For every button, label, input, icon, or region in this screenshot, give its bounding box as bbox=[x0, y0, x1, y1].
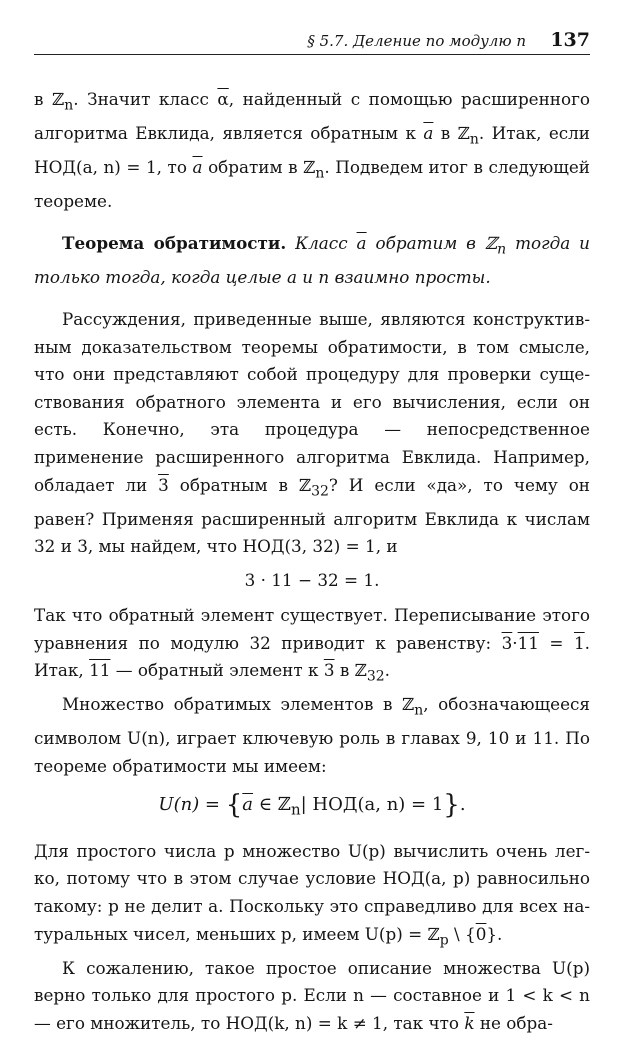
paragraph-4: Множество обратимых элементов в ℤ$_n$, обозначающееся символом U(n), играет ключевую роль в главах 9, 10 и 11. По теореме обратимости мы имеем: bbox=[34, 691, 590, 780]
equation-2: $U(n) = \{\overline{a}$ ∈ ℤ$_n$| НОД(a, n) = 1}. bbox=[34, 791, 590, 824]
paragraph-1: в ℤ$_n$. Значит класс $\overline{\alpha}$, найденный с помощью расширенного алгоритма Евклида, является обратным к $\overline{a}$ в ℤ$_n$. Итак, если НОД(a, n) = 1, то $\overline{a}$ обратим в ℤ$_n$. Подведем итог в следующей теореме. bbox=[34, 86, 590, 215]
paragraph-3: Так что обратный элемент существует. Переписывание этого уравнения по модулю 32 приводит к равенству: 3·11 = 1. Итак, 11 — обратный элемент к 3 в ℤ$_{32}$. bbox=[34, 602, 590, 691]
paragraph-2: Рассуждения, приведенные выше, являются конструктивным доказательством теоремы обратимости, в том смысле, что они представляют собой процедуру для проверки существования обратного элемента и его вычисления, если он есть. Конечно, эта процедура — непосредственное применение расширенного алгоритма Евклида. Например, обладает ли 3 обратным в ℤ$_{32}$? И если «да», то чему он равен? Применяя расширенный алгоритм Евклида к числам 32 и 3, мы найдем, что НОД(3, 32) = 1, и bbox=[34, 306, 590, 561]
theorem-invertibility: Теорема обратимости. Класс $\overline{a}$ обратим в ℤ$_n$ тогда и только тогда, когда целые a и n взаимно просты. bbox=[34, 230, 590, 292]
theorem-title: Теорема обратимости. bbox=[62, 233, 286, 253]
running-title: § 5.7. Деление по модулю n bbox=[307, 32, 526, 50]
equation-1: 3 · 11 − 32 = 1. bbox=[34, 567, 590, 595]
body-text bbox=[34, 86, 590, 1037]
page-header bbox=[34, 30, 590, 55]
paragraph-6: К сожалению, такое простое описание множества U(p) верно только для простого p. Если n — составное и 1 < k < n — его множитель, то НОД(k, n) = k ≠ 1, так что $\overline{k}$ не обра- bbox=[34, 955, 590, 1037]
page-number: 137 bbox=[550, 29, 590, 51]
paragraph-5: Для простого числа p множество U(p) вычислить очень легко, потому что в этом случае условие НОД(a, p) равносильно такому: p не делит a. Поскольку это справедливо для всех натуральных чисел, меньших p, имеем U(p) = ℤ$_p$ \ {0}. bbox=[34, 838, 590, 955]
